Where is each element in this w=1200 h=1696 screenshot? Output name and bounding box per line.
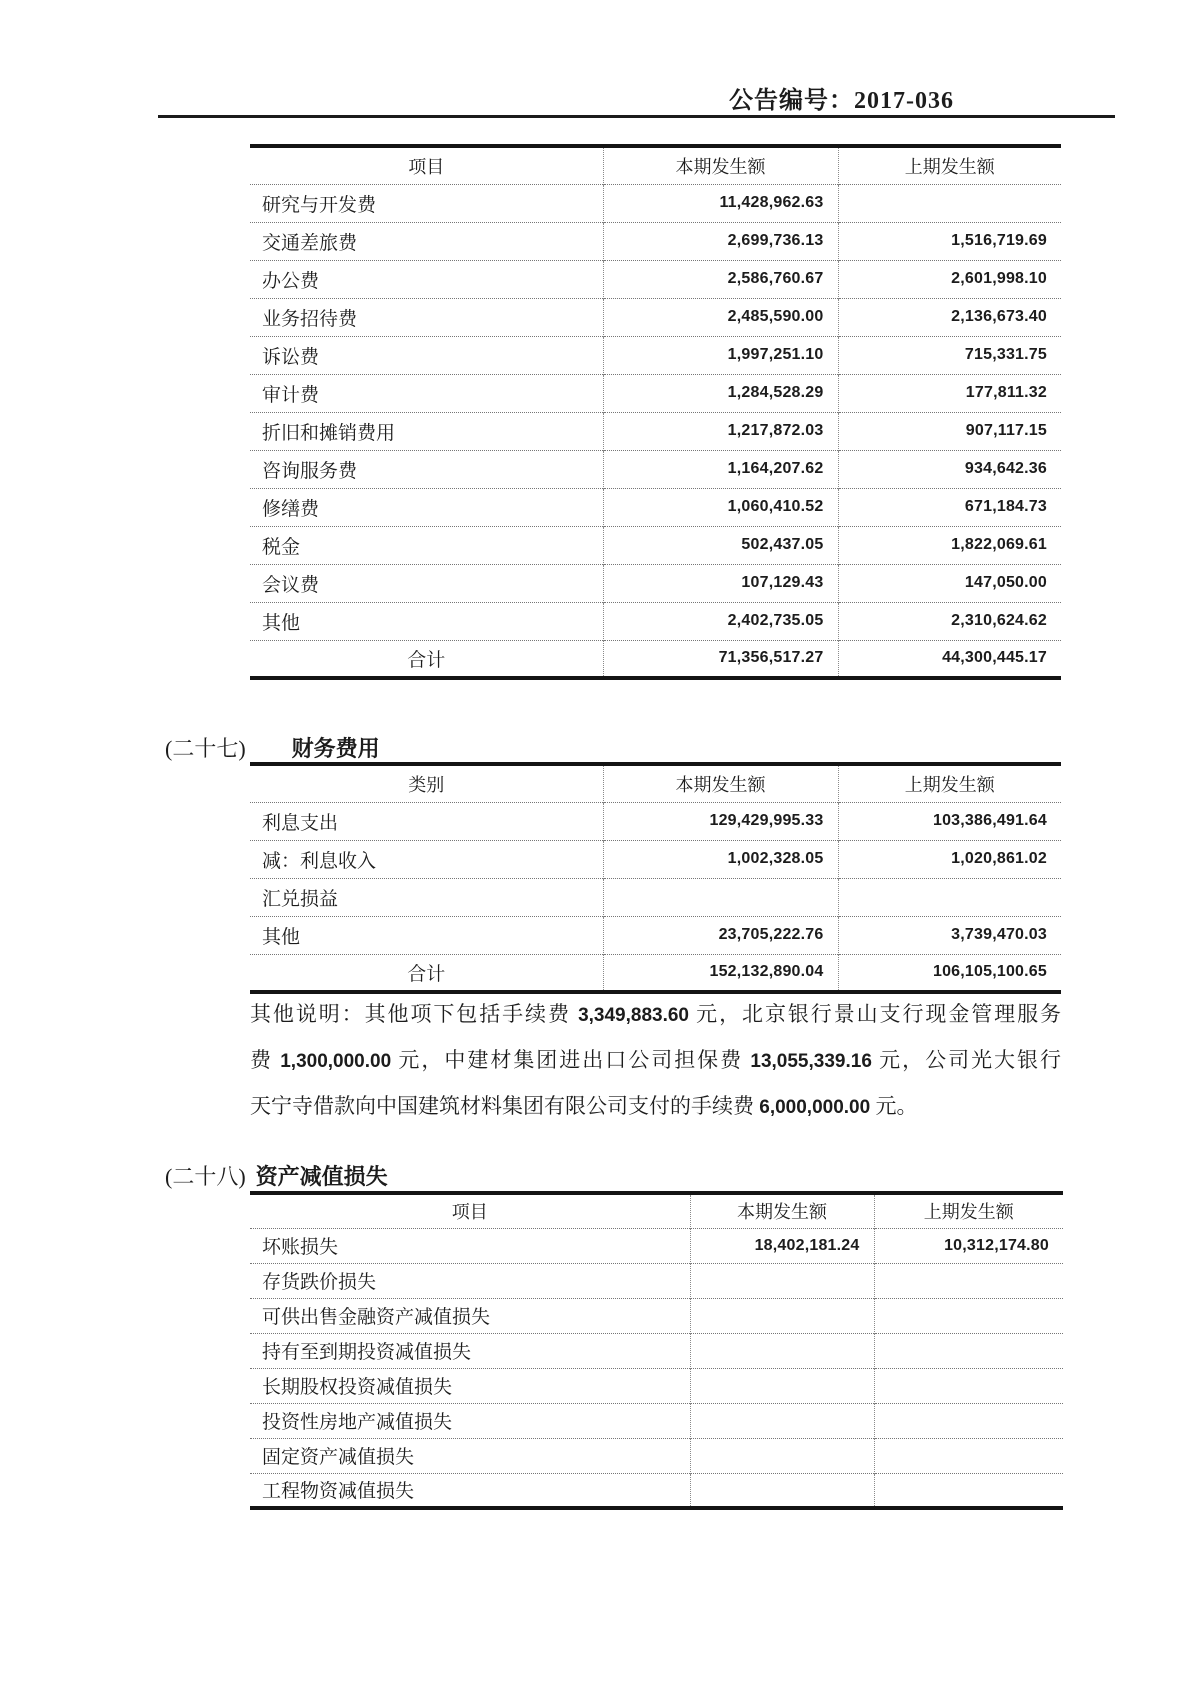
table-header-row [250, 764, 1061, 802]
asset-impairment-table [250, 1191, 1063, 1510]
row-label: 持有至到期投资减值损失 [250, 1333, 690, 1368]
cell-value [874, 1473, 1063, 1508]
cell-value: 1,284,528.29 [603, 374, 838, 412]
cell-value [874, 1333, 1063, 1368]
row-label: 税金 [250, 526, 603, 564]
table-body [250, 1228, 1063, 1508]
column-header: 上期发生额 [838, 146, 1061, 184]
table-header-row [250, 146, 1061, 184]
table-row [250, 1298, 1063, 1333]
table-row [250, 298, 1061, 336]
row-label: 其他 [250, 916, 603, 954]
cell-value [690, 1263, 874, 1298]
note-text: 元，北京银行景山支行现金管理服务 [689, 1002, 1061, 1026]
column-header: 上期发生额 [838, 764, 1061, 802]
cell-value: 107,129.43 [603, 564, 838, 602]
total-row [250, 954, 1061, 992]
row-label: 工程物资减值损失 [250, 1473, 690, 1508]
column-header: 本期发生额 [603, 764, 838, 802]
financial-expenses-table [250, 762, 1061, 994]
section-title: 财务费用 [291, 736, 380, 761]
row-label: 研究与开发费 [250, 184, 603, 222]
row-label: 投资性房地产减值损失 [250, 1403, 690, 1438]
row-label: 会议费 [250, 564, 603, 602]
row-label: 合计 [250, 954, 603, 992]
row-label: 诉讼费 [250, 336, 603, 374]
column-header: 类别 [408, 774, 445, 795]
table-row [250, 1438, 1063, 1473]
other-note-paragraph [250, 992, 1061, 1130]
table-row [250, 916, 1061, 954]
table-row [250, 488, 1061, 526]
section-heading-27 [165, 732, 380, 763]
note-text: 元，公司光大银行 [871, 1048, 1062, 1072]
table-body [250, 184, 1061, 678]
section-number: (二十七) [165, 736, 246, 761]
doc-number: 公告编号：2017-036 [729, 88, 954, 114]
table-row [250, 450, 1061, 488]
cell-value: 11,428,962.63 [603, 184, 838, 222]
column-header: 本期发生额 [603, 146, 838, 184]
table-header-row [250, 1193, 1063, 1228]
row-label: 长期股权投资减值损失 [250, 1368, 690, 1403]
note-amount: 1,300,000.00 [280, 1051, 392, 1072]
cell-value [690, 1298, 874, 1333]
note-line [250, 992, 1061, 1038]
cell-value [603, 878, 838, 916]
table-row [250, 412, 1061, 450]
cell-value: 2,310,624.62 [838, 602, 1061, 640]
cell-value: 1,997,251.10 [603, 336, 838, 374]
row-label: 修缮费 [250, 488, 603, 526]
table-row [250, 526, 1061, 564]
row-label: 存货跌价损失 [250, 1263, 690, 1298]
expense-detail-table [250, 144, 1061, 680]
note-text: 元。 [870, 1094, 918, 1118]
table-header [250, 764, 1061, 802]
cell-value: 1,002,328.05 [603, 840, 838, 878]
table-row [250, 260, 1061, 298]
row-label: 汇兑损益 [250, 878, 603, 916]
row-label: 利息支出 [250, 802, 603, 840]
cell-value [838, 184, 1061, 222]
note-amount: 3,349,883.60 [578, 1005, 690, 1026]
table-row [250, 840, 1061, 878]
table-row [250, 1228, 1063, 1263]
table-row [250, 602, 1061, 640]
cell-value: 502,437.05 [603, 526, 838, 564]
column-header: 项目 [408, 156, 445, 177]
row-label: 合计 [250, 640, 603, 678]
row-label: 减：利息收入 [250, 840, 603, 878]
cell-value [690, 1473, 874, 1508]
cell-value [874, 1263, 1063, 1298]
row-label: 坏账损失 [250, 1228, 690, 1263]
column-header: 本期发生额 [690, 1193, 874, 1228]
table-row [250, 1368, 1063, 1403]
column-header: 项目 [451, 1202, 488, 1223]
cell-value: 2,136,673.40 [838, 298, 1061, 336]
row-label: 固定资产减值损失 [250, 1438, 690, 1473]
cell-value: 1,516,719.69 [838, 222, 1061, 260]
table-row [250, 564, 1061, 602]
cell-value [690, 1368, 874, 1403]
cell-value: 2,402,735.05 [603, 602, 838, 640]
row-label: 审计费 [250, 374, 603, 412]
table-row [250, 1263, 1063, 1298]
table-row [250, 1333, 1063, 1368]
cell-value [838, 878, 1061, 916]
cell-value [690, 1403, 874, 1438]
row-label: 办公费 [250, 260, 603, 298]
cell-value: 715,331.75 [838, 336, 1061, 374]
cell-value: 2,601,998.10 [838, 260, 1061, 298]
table-row [250, 878, 1061, 916]
cell-value: 18,402,181.24 [690, 1228, 874, 1263]
cell-value: 103,386,491.64 [838, 802, 1061, 840]
cell-value: 934,642.36 [838, 450, 1061, 488]
cell-value: 671,184.73 [838, 488, 1061, 526]
cell-value: 1,822,069.61 [838, 526, 1061, 564]
cell-value: 129,429,995.33 [603, 802, 838, 840]
row-label: 折旧和摊销费用 [250, 412, 603, 450]
table-row [250, 802, 1061, 840]
table-header [250, 1193, 1063, 1228]
note-line [250, 1084, 1061, 1130]
note-line [250, 1038, 1061, 1084]
row-label: 其他 [250, 602, 603, 640]
cell-value: 3,739,470.03 [838, 916, 1061, 954]
table-body [250, 802, 1061, 992]
cell-value: 1,217,872.03 [603, 412, 838, 450]
cell-value: 1,060,410.52 [603, 488, 838, 526]
table-row [250, 1473, 1063, 1508]
cell-value: 2,485,590.00 [603, 298, 838, 336]
cell-value [874, 1438, 1063, 1473]
cell-value: 2,699,736.13 [603, 222, 838, 260]
note-text: 其他说明：其他项下包括手续费 [250, 1002, 579, 1026]
header-rule [158, 115, 1115, 118]
note-amount: 6,000,000.00 [759, 1097, 871, 1118]
cell-value: 152,132,890.04 [603, 954, 838, 992]
table-row [250, 336, 1061, 374]
table-row [250, 184, 1061, 222]
table-row [250, 1403, 1063, 1438]
row-label: 业务招待费 [250, 298, 603, 336]
cell-value: 1,164,207.62 [603, 450, 838, 488]
cell-value [690, 1438, 874, 1473]
table-header [250, 146, 1061, 184]
cell-value: 907,117.15 [838, 412, 1061, 450]
column-header: 上期发生额 [874, 1193, 1063, 1228]
cell-value: 177,811.32 [838, 374, 1061, 412]
cell-value: 44,300,445.17 [838, 640, 1061, 678]
cell-value [874, 1403, 1063, 1438]
note-amount: 13,055,339.16 [750, 1051, 872, 1072]
cell-value: 71,356,517.27 [603, 640, 838, 678]
cell-value: 106,105,100.65 [838, 954, 1061, 992]
table-row [250, 374, 1061, 412]
cell-value: 1,020,861.02 [838, 840, 1061, 878]
cell-value [690, 1333, 874, 1368]
note-text: 费 [250, 1048, 281, 1072]
table-row [250, 222, 1061, 260]
cell-value: 147,050.00 [838, 564, 1061, 602]
cell-value: 2,586,760.67 [603, 260, 838, 298]
row-label: 交通差旅费 [250, 222, 603, 260]
note-text: 元，中建材集团进出口公司担保费 [391, 1048, 751, 1072]
cell-value: 23,705,222.76 [603, 916, 838, 954]
cell-value [874, 1298, 1063, 1333]
row-label: 咨询服务费 [250, 450, 603, 488]
cell-value: 10,312,174.80 [874, 1228, 1063, 1263]
row-label: 可供出售金融资产减值损失 [250, 1298, 690, 1333]
section-number: (二十八) [165, 1164, 246, 1189]
total-row [250, 640, 1061, 678]
cell-value [874, 1368, 1063, 1403]
section-title: 资产减值损失 [255, 1164, 388, 1189]
note-text: 天宁寺借款向中国建筑材料集团有限公司支付的手续费 [250, 1094, 760, 1118]
section-heading-28 [165, 1160, 388, 1191]
